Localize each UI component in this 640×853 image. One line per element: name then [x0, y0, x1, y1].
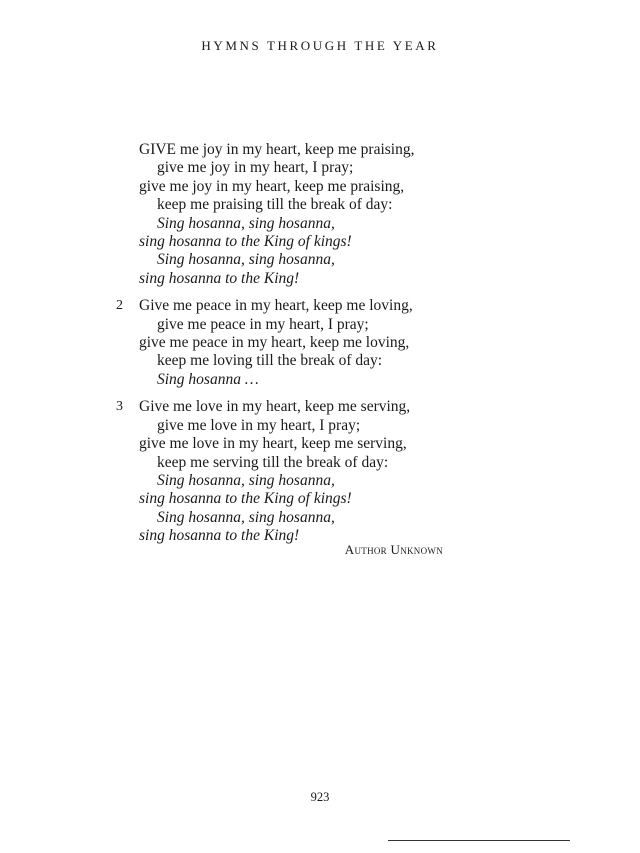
refrain-line: Sing hosanna, sing hosanna, [157, 214, 335, 232]
refrain-line: sing hosanna to the King! [139, 269, 300, 287]
refrain-line: sing hosanna to the King! [139, 527, 300, 545]
verse-line: Give me peace in my heart, keep me loving, [139, 297, 413, 315]
refrain-line: Sing hosanna, sing hosanna, [157, 471, 335, 489]
verse-line: keep me loving till the break of day: [157, 352, 383, 370]
verse-line: GIVE me joy in my heart, keep me praising, [139, 141, 415, 158]
verse-number: 3 [116, 399, 123, 415]
running-head: HYMNS THROUGH THE YEAR [201, 38, 439, 53]
refrain-line: Sing hosanna … [157, 370, 259, 388]
verse-line: give me peace in my heart, keep me loving, [139, 334, 410, 352]
verse-line: give me love in my heart, keep me serving, [139, 435, 407, 453]
verse-line: Give me love in my heart, keep me serving, [139, 398, 411, 416]
author-attribution: Author Unknown [344, 542, 443, 557]
verse-3 [116, 398, 459, 545]
refrain-line: sing hosanna to the King of kings! [139, 490, 352, 508]
verse-line: keep me serving till the break of day: [157, 453, 389, 471]
refrain-line: Sing hosanna, sing hosanna, [157, 508, 335, 526]
verse-line: give me joy in my heart, I pray; [157, 159, 354, 177]
verse-1 [139, 141, 459, 288]
verse-line: give me joy in my heart, keep me praising, [139, 177, 405, 195]
verse-line: give me peace in my heart, I pray; [157, 315, 369, 333]
verse-number: 2 [116, 298, 123, 314]
footer-rule [388, 840, 570, 841]
page-number: 923 [310, 790, 330, 804]
verse-2 [116, 297, 459, 389]
verse-line: keep me praising till the break of day: [157, 196, 393, 214]
refrain-line: sing hosanna to the King of kings! [139, 233, 352, 251]
hymn-text [116, 141, 459, 555]
verse-line: give me love in my heart, I pray; [157, 416, 361, 434]
refrain-line: Sing hosanna, sing hosanna, [157, 251, 335, 269]
